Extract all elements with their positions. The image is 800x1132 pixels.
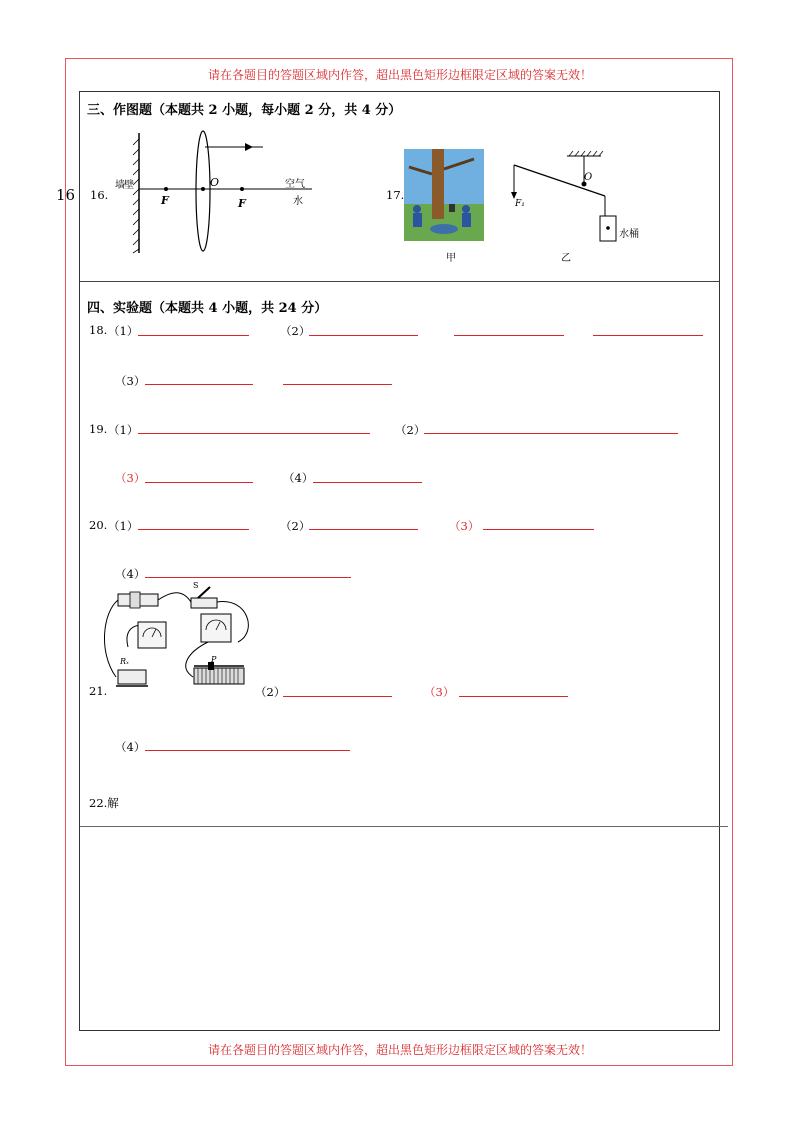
q21-p4: （4） — [115, 740, 146, 754]
q18-blank-3a[interactable] — [145, 384, 253, 385]
q17-caption-a: 甲 — [446, 253, 456, 264]
q22-answer-area[interactable] — [80, 828, 719, 1030]
q22-divider — [80, 826, 728, 827]
q18-p1: （1） — [108, 324, 139, 338]
q17-well-picture — [404, 149, 484, 241]
bottom-warning: 请在各题目的答题区域内作答，超出黑色矩形边框限定区域的答案无效！ — [207, 1043, 592, 1057]
q21-blank-4[interactable] — [145, 750, 350, 751]
q18-blank-1[interactable] — [138, 335, 249, 336]
q17-label: 17. — [386, 188, 405, 202]
q20-blank-2[interactable] — [309, 529, 418, 530]
q20-p4: （4） — [115, 567, 146, 581]
q20-p2: （2） — [280, 519, 311, 533]
q19-p2: （2） — [395, 423, 426, 437]
q19-p1: （1） — [108, 423, 139, 437]
q19-blank-2[interactable] — [424, 433, 678, 434]
q21-slider-label: P — [211, 655, 217, 664]
q20-blank-1[interactable] — [138, 529, 249, 530]
q21-circuit-diagram — [98, 582, 263, 698]
q19-blank-3[interactable] — [145, 482, 253, 483]
q16-label: 16. — [90, 188, 109, 202]
q21-p3: （3） — [424, 685, 455, 699]
q18-blank-3b[interactable] — [283, 384, 392, 385]
q21-p2: （2） — [255, 685, 286, 699]
section4-title: 四、实验题（本题共 4 小题，共 24 分） — [87, 301, 328, 316]
q20-label: 20. — [89, 518, 108, 532]
section-divider — [80, 281, 719, 282]
q20-p3: （3） — [449, 519, 480, 533]
q19-p3: （3） — [115, 471, 146, 485]
q16-focus-left: F — [161, 194, 169, 207]
q21-label: 21. — [89, 684, 108, 698]
q18-p2: （2） — [280, 324, 311, 338]
q18-blank-2b[interactable] — [454, 335, 564, 336]
q20-blank-3[interactable] — [483, 529, 594, 530]
q21-blank-3[interactable] — [459, 696, 568, 697]
q18-blank-2a[interactable] — [309, 335, 418, 336]
q19-blank-1[interactable] — [138, 433, 370, 434]
q19-blank-4[interactable] — [313, 482, 422, 483]
q17-pivot-o: O — [584, 172, 593, 183]
q17-caption-b: 乙 — [561, 253, 571, 264]
q16-wall-label: 墙壁 — [115, 180, 133, 191]
q18-blank-2c[interactable] — [593, 335, 703, 336]
q21-switch-label: S — [193, 581, 199, 590]
q16-center-o: O — [210, 176, 220, 189]
top-warning: 请在各题目的答题区域内作答，超出黑色矩形边框限定区域的答案无效！ — [207, 68, 592, 82]
q21-blank-2[interactable] — [283, 696, 392, 697]
q19-label: 19. — [89, 422, 108, 436]
q16-air-label: 空气 — [285, 179, 305, 190]
q17-lever-diagram — [505, 150, 635, 245]
q17-force-f1: F₁ — [515, 199, 525, 209]
q18-p3: （3） — [115, 374, 146, 388]
q21-resistor-label: Rₓ — [120, 657, 129, 666]
q20-blank-4[interactable] — [145, 577, 351, 578]
q18-label: 18. — [89, 323, 108, 337]
margin-number: 16 — [56, 186, 76, 204]
q20-p1: （1） — [108, 519, 139, 533]
q16-water-label: 水 — [293, 196, 303, 207]
q22-label: 22.解 — [89, 796, 119, 810]
q16-focus-right: F — [238, 197, 246, 210]
section3-title: 三、作图题（本题共 2 小题，每小题 2 分，共 4 分） — [87, 103, 402, 118]
q17-bucket-label: 水桶 — [619, 229, 639, 240]
q19-p4: （4） — [283, 471, 314, 485]
